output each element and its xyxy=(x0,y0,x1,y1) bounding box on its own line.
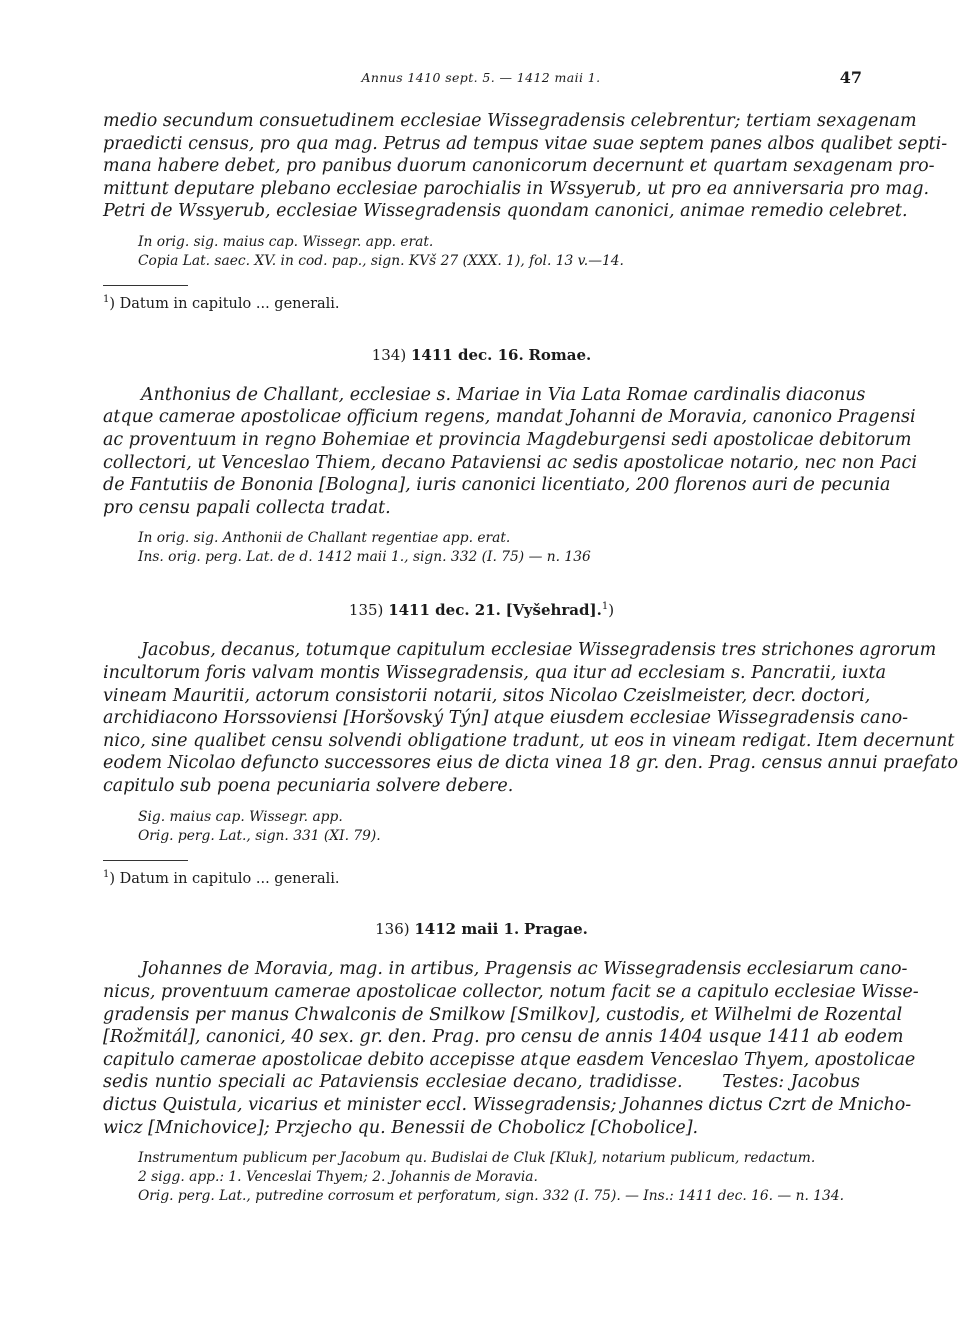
doc-136-notes xyxy=(138,1149,860,1206)
text-line: pro censu papali collecta tradat. xyxy=(103,497,391,518)
doc-136-text xyxy=(103,958,919,1139)
doc-place: Romae. xyxy=(528,345,592,364)
text-line: nico, sine qualibet censu solvendi obligatione tradunt, ut eos in vineam redigat. Item decernunt xyxy=(103,730,955,751)
text-line: eodem Nicolao defuncto successores eius de dicta vinea 18 gr. den. Prag. census annui praefato xyxy=(103,753,959,774)
text-line: Johannes de Moravia, mag. in artibus, Pragensis ac Wissegradensis ecclesiarum cano- xyxy=(141,959,908,980)
doc-135-text xyxy=(103,639,959,797)
text-line: incultorum foris valvam montis Wissegradensis, qua itur ad ecclesiam s. Pancratii, iuxta xyxy=(103,662,887,683)
note-line: In orig. sig. maius cap. Wissegr. app. erat. xyxy=(138,233,434,250)
text-line: gradensis per manus Chwalconis de Smilkow [Smilkov], custodis, et Wilhelmi de Rozental xyxy=(103,1004,903,1025)
doc-136-heading xyxy=(103,920,860,938)
footnote-mark: 1 xyxy=(103,293,110,305)
doc-134-notes xyxy=(138,529,860,567)
text-line: archidiacono Horssoviensi [Horšovský Týn] atque eiusdem ecclesiae Wissegradensis cano- xyxy=(103,708,909,729)
text-line: capitulo camerae apostolicae debito accepisse atque easdem Venceslao Thyem, apostolicae xyxy=(103,1049,916,1070)
doc-134-text xyxy=(103,384,917,520)
doc-date: 1411 dec. 16. xyxy=(410,345,524,364)
text-line: atque camerae apostolicae officium regens, mandat Johanni de Moravia, canonico Pragensi xyxy=(103,407,916,428)
running-header xyxy=(100,70,862,92)
footnote-rule xyxy=(103,285,188,286)
text-line: capitulo sub poena pecuniaria solvere debere. xyxy=(103,775,514,796)
note-line: 2 sigg. app.: 1. Venceslai Thyem; 2. Johannis de Moravia. xyxy=(138,1169,538,1186)
intro-notes xyxy=(138,233,860,271)
footnote-text: ) Datum in capitulo ... generali. xyxy=(109,295,340,312)
text-line: dictus Quistula, vicarius et minister eccl. Wissegradensis; Johannes dictus Czrt de Mnicho- xyxy=(103,1094,912,1115)
note-line: Orig. perg. Lat., putredine corrosum et perforatum, sign. 332 (I. 75). — Ins.: 1411 dec. 16. — n. 134. xyxy=(138,1188,844,1205)
doc-134-heading xyxy=(103,346,860,364)
intro-paragraph xyxy=(103,110,948,223)
doc-date: 1411 dec. 21. xyxy=(388,601,501,620)
text-line: de Fantutiis de Bononia [Bologna], iuris canonici licentiato, 200 florenos auri de pecunia xyxy=(103,475,891,496)
text-line: medio secundum consuetudinem ecclesiae Wissegradensis celebrentur; tertiam sexagenam xyxy=(103,111,917,131)
doc-135-footnote xyxy=(103,869,860,887)
text-line: Petri de Wssyerub, ecclesiae Wissegradensis quondam canonici, animae remedio celebret. xyxy=(103,201,908,222)
doc-place: Pragae. xyxy=(524,920,588,939)
note-line: Copia Lat. saec. XV. in cod. pap., sign. KVš 27 (XXX. 1), fol. 13 v.—14. xyxy=(138,252,624,269)
footnote-mark: 1 xyxy=(103,868,110,880)
text-line: praedicti census, pro qua mag. Petrus ad tempus vitae suae septem panes albos qualibet septi- xyxy=(103,133,948,154)
footnote-mark: 1 xyxy=(601,601,609,613)
note-line: Orig. perg. Lat., sign. 331 (XI. 79). xyxy=(138,827,381,844)
doc-date: 1412 maii 1. xyxy=(414,920,520,939)
text-line: mana habere debet, pro panibus duorum canonicorum decernunt et quartam sexagenam pro- xyxy=(103,156,935,177)
page-body xyxy=(103,110,959,1206)
page-number: 47 xyxy=(839,68,862,87)
doc-135-notes xyxy=(138,808,860,846)
text-line: nicus, proventuum camerae apostolicae collector, notum facit se a capitulo ecclesiae Wisse- xyxy=(103,981,919,1002)
text-line: [Rožmitál], canonici, 40 sex. gr. den. Prag. pro censu de annis 1404 usque 1411 ab eodem xyxy=(103,1027,904,1048)
running-title: Annus 1410 sept. 5. — 1412 maii 1. xyxy=(361,70,601,85)
text-line: Anthonius de Challant, ecclesiae s. Mariae in Via Lata Romae cardinalis diaconus xyxy=(141,384,866,405)
text-line: Jacobus, decanus, totumque capitulum ecclesiae Wissegradensis tres strichones agrorum xyxy=(141,640,937,661)
doc-number: 135) xyxy=(348,601,384,620)
note-line: In orig. sig. Anthonii de Challant regentiae app. erat. xyxy=(138,530,511,547)
note-line: Ins. orig. perg. Lat. de d. 1412 maii 1., sign. 332 (I. 75) — n. 136 xyxy=(138,549,591,566)
text-line: ac proventuum in regno Bohemiae et provincia Magdeburgensi sedi apostolicae debitorum xyxy=(103,429,912,450)
doc-135-heading xyxy=(103,601,860,619)
text-line: sedis nuntio speciali ac Pataviensis ecclesiae decano, tradidisse. Testes: Jacobus xyxy=(103,1072,860,1093)
text-line: wicz [Mnichovice]; Przjecho qu. Benessii de Chobolicz [Chobolice]. xyxy=(103,1117,699,1138)
note-line: Instrumentum publicum per Jacobum qu. Budislai de Cluk [Kluk], notarium publicum, redactum. xyxy=(138,1150,816,1167)
text-line: mittunt deputare plebano ecclesiae parochialis in Wssyerub, ut pro ea anniversaria pro mag. xyxy=(103,178,930,199)
footnote-text: ) Datum in capitulo ... generali. xyxy=(109,870,340,887)
doc-number: 134) xyxy=(371,345,407,364)
footnote-mark-close: ) xyxy=(608,601,615,620)
text-line: vineam Mauritii, actorum consistorii notarii, sitos Nicolao Czeislmeister, decr. doctori, xyxy=(103,685,871,706)
note-line: Sig. maius cap. Wissegr. app. xyxy=(138,808,343,825)
intro-footnote xyxy=(103,294,860,312)
footnote-rule xyxy=(103,860,188,861)
doc-number: 136) xyxy=(375,920,410,939)
text-line: collectori, ut Venceslao Thiem, decano Pataviensi ac sedis apostolicae notario, nec non Paci xyxy=(103,452,917,473)
doc-place: [Vyšehrad]. xyxy=(505,601,602,620)
